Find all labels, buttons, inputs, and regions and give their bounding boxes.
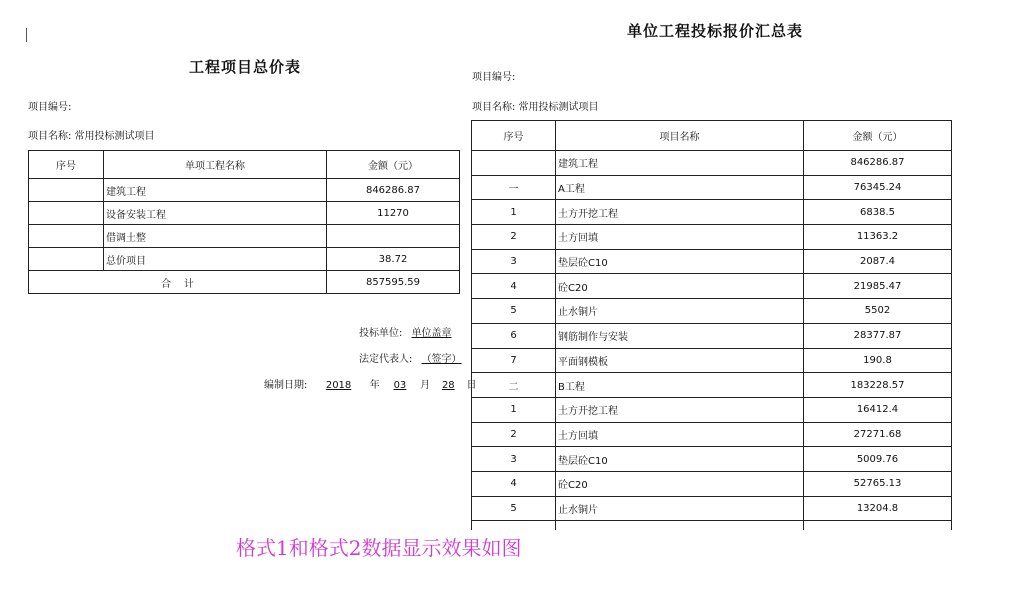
cell-amount: 21985.47 xyxy=(804,274,952,299)
table-row xyxy=(472,422,952,447)
date-line xyxy=(264,376,477,391)
cell-no: 5 xyxy=(472,299,556,324)
date-year-unit: 年 xyxy=(369,380,380,391)
table-row xyxy=(29,202,460,225)
legal-rep-line xyxy=(359,350,468,365)
table-row xyxy=(472,348,952,373)
cell-name: 借调土整 xyxy=(104,225,327,248)
caption-text: 格式1和格式2数据显示效果如图 xyxy=(236,536,522,560)
total-amount: 857595.59 xyxy=(327,271,460,294)
table-row xyxy=(472,299,952,324)
cell-amount: 846286.87 xyxy=(804,151,952,176)
cell-amount: 6838.5 xyxy=(804,200,952,225)
table-row xyxy=(472,447,952,472)
table-row xyxy=(472,373,952,398)
cell-no: 5 xyxy=(472,496,556,521)
cell-name: 建筑工程 xyxy=(104,179,327,202)
cell-name: 土方开挖工程 xyxy=(556,397,804,422)
total-row xyxy=(29,271,460,294)
header-name: 项目名称 xyxy=(556,121,804,151)
legal-rep-value: （签字） xyxy=(421,354,462,365)
cell-name: 砼C20 xyxy=(556,274,804,299)
cell-no xyxy=(29,179,104,202)
cell-name: 建筑工程 xyxy=(556,151,804,176)
cell-amount: 11363.2 xyxy=(804,225,952,250)
cell-no: 4 xyxy=(472,471,556,496)
table-row xyxy=(472,323,952,348)
cell-name: 土方开挖工程 xyxy=(556,200,804,225)
table-header-row xyxy=(29,151,460,179)
legal-rep-label: 法定代表人: xyxy=(359,354,413,365)
right-project-no-label: 项目编号: xyxy=(472,72,516,83)
right-project-name-label: 项目名称: 常用投标测试项目 xyxy=(472,102,599,113)
cell-amount: 11270 xyxy=(327,202,460,225)
cell-name: 土方回填 xyxy=(556,422,804,447)
date-label: 编制日期: xyxy=(264,380,308,391)
cell-name: B工程 xyxy=(556,373,804,398)
cell-name: 垫层砼C10 xyxy=(556,249,804,274)
corner-mark xyxy=(26,28,27,42)
table-row xyxy=(29,248,460,271)
date-month-unit: 月 xyxy=(420,380,431,391)
cell-no: 二 xyxy=(472,373,556,398)
cell-no: 4 xyxy=(472,274,556,299)
cell-no xyxy=(472,151,556,176)
cell-name: 垫层砼C10 xyxy=(556,447,804,472)
table-row xyxy=(472,249,952,274)
cell-amount: 76345.24 xyxy=(804,175,952,200)
cell-no xyxy=(29,225,104,248)
cell-no: 1 xyxy=(472,200,556,225)
cell-no: 1 xyxy=(472,397,556,422)
cell-no: 2 xyxy=(472,422,556,447)
cell-amount: 13204.8 xyxy=(804,496,952,521)
cell-no: 3 xyxy=(472,249,556,274)
cell-name: 设备安装工程 xyxy=(104,202,327,225)
cell-name: 总价项目 xyxy=(104,248,327,271)
left-doc-title: 工程项目总价表 xyxy=(188,58,301,76)
cell-name: 土方回填 xyxy=(556,225,804,250)
date-day-unit: 日 xyxy=(466,380,477,391)
cell-amount: 28377.87 xyxy=(804,323,952,348)
cell-amount: 183228.57 xyxy=(804,373,952,398)
cell-name: 砼C20 xyxy=(556,471,804,496)
header-no: 序号 xyxy=(29,151,104,179)
table-row xyxy=(472,151,952,176)
cell-no: 6 xyxy=(472,323,556,348)
cell-no: 3 xyxy=(472,447,556,472)
header-name: 单项工程名称 xyxy=(104,151,327,179)
total-label: 合 计 xyxy=(29,271,327,294)
left-summary-table xyxy=(28,150,460,294)
page-cutoff xyxy=(471,530,952,570)
table-row xyxy=(472,175,952,200)
cell-no: 一 xyxy=(472,175,556,200)
right-doc-title: 单位工程投标报价汇总表 xyxy=(626,22,803,40)
right-summary-table xyxy=(471,120,952,546)
bidder-label: 投标单位: xyxy=(359,328,403,339)
cell-amount: 16412.4 xyxy=(804,397,952,422)
date-month: 03 xyxy=(393,380,407,391)
cell-no: 7 xyxy=(472,348,556,373)
table-row xyxy=(472,397,952,422)
cell-name: 平面钢模板 xyxy=(556,348,804,373)
left-project-no-label: 项目编号: xyxy=(28,102,72,113)
table-row xyxy=(29,179,460,202)
cell-amount: 27271.68 xyxy=(804,422,952,447)
table-row xyxy=(472,200,952,225)
left-project-name-label: 项目名称: 常用投标测试项目 xyxy=(28,131,155,142)
cell-amount: 5009.76 xyxy=(804,447,952,472)
date-year: 2018 xyxy=(325,380,352,391)
cell-amount: 52765.13 xyxy=(804,471,952,496)
header-amount: 金额（元） xyxy=(804,121,952,151)
date-day: 28 xyxy=(441,380,455,391)
table-row xyxy=(472,225,952,250)
header-no: 序号 xyxy=(472,121,556,151)
cell-name: 止水铜片 xyxy=(556,496,804,521)
cell-name: 钢筋制作与安装 xyxy=(556,323,804,348)
cell-amount: 846286.87 xyxy=(327,179,460,202)
table-row xyxy=(29,225,460,248)
header-amount: 金额（元） xyxy=(327,151,460,179)
table-row xyxy=(472,496,952,521)
table-row xyxy=(472,274,952,299)
cell-name: A工程 xyxy=(556,175,804,200)
cell-amount xyxy=(327,225,460,248)
cell-no xyxy=(29,248,104,271)
cell-no: 2 xyxy=(472,225,556,250)
cell-amount: 38.72 xyxy=(327,248,460,271)
table-row xyxy=(472,471,952,496)
cell-amount: 2087.4 xyxy=(804,249,952,274)
bidder-line xyxy=(359,324,458,339)
cell-name: 止水铜片 xyxy=(556,299,804,324)
cell-amount: 190.8 xyxy=(804,348,952,373)
bidder-value: 单位盖章 xyxy=(411,328,452,339)
cell-no xyxy=(29,202,104,225)
cell-amount: 5502 xyxy=(804,299,952,324)
table-header-row xyxy=(472,121,952,151)
